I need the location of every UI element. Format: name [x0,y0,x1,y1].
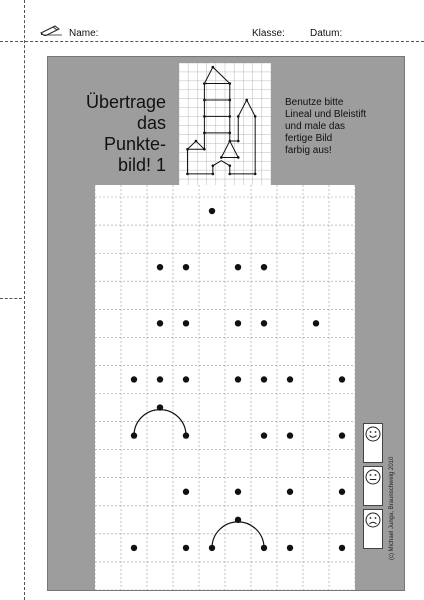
reference-dot [228,115,231,118]
practice-dot [131,432,137,438]
reference-dot [228,99,231,102]
practice-dot [157,264,163,270]
reference-dot [245,99,248,102]
name-label: Name: [69,28,99,39]
practice-dot [261,264,267,270]
rating-box-sad[interactable] [363,509,383,549]
pencil-icon [40,24,64,36]
practice-grid[interactable] [95,185,355,590]
practice-dot [183,264,189,270]
practice-dot [183,320,189,326]
reference-dot [203,132,206,135]
practice-dot [235,264,241,270]
reference-dot [212,173,215,176]
reference-dot [237,156,240,159]
practice-dot [209,545,215,551]
reference-dot [228,173,231,176]
practice-dot [235,320,241,326]
practice-dot [183,545,189,551]
reference-dot [203,99,206,102]
reference-dot [228,164,231,167]
rating-box-happy[interactable] [363,423,383,463]
reference-dot [203,82,206,85]
practice-dot [131,545,137,551]
practice-dot [261,376,267,382]
practice-dot [261,545,267,551]
practice-dot [261,432,267,438]
rating-box-neutral[interactable] [363,466,383,506]
punch-mark [0,298,22,299]
practice-dot [235,517,241,523]
reference-dot [237,140,240,143]
smiley-happy-icon [365,426,381,442]
practice-dot [313,320,319,326]
page-title: Übertrage das Punkte- bild! 1 [85,92,166,175]
practice-dot [287,489,293,495]
practice-dot [235,489,241,495]
reference-dot [254,173,257,176]
smiley-sad-icon [365,512,381,528]
reference-dot [212,164,215,167]
smiley-neutral-icon [365,469,381,485]
practice-dot [131,376,137,382]
practice-dot [287,432,293,438]
worksheet-header [0,0,424,44]
copyright-notice: (c) Michael Junga, Braunschweig 2010 [389,456,395,560]
reference-dot [203,115,206,118]
reference-dot [228,140,231,143]
practice-dot [261,320,267,326]
cut-line-horizontal [0,41,424,42]
reference-dot [186,173,189,176]
practice-dot [339,432,345,438]
practice-dot [183,376,189,382]
reference-dot [254,115,257,118]
binding-line-vertical [24,0,25,600]
reference-dot [228,132,231,135]
reference-dot [237,115,240,118]
practice-dot [339,545,345,551]
practice-dot [183,489,189,495]
reference-dot [212,66,215,69]
practice-dot [183,432,189,438]
reference-dot [195,140,198,143]
practice-dot [287,376,293,382]
class-label: Klasse: [252,28,285,39]
practice-dot [157,320,163,326]
practice-dot [339,489,345,495]
reference-dot [186,148,189,151]
practice-dot [235,376,241,382]
practice-dot [339,376,345,382]
practice-dot [157,404,163,410]
practice-dot [209,208,215,214]
reference-dot [220,156,223,159]
reference-picture [179,63,271,188]
practice-dot [287,545,293,551]
instructions-text: Benutze bitte Lineal und Bleistift und male das fertige Bild farbig aus! [285,97,367,156]
reference-dot [203,148,206,151]
date-label: Datum: [310,28,343,39]
practice-dot [157,376,163,382]
reference-dot [228,82,231,85]
